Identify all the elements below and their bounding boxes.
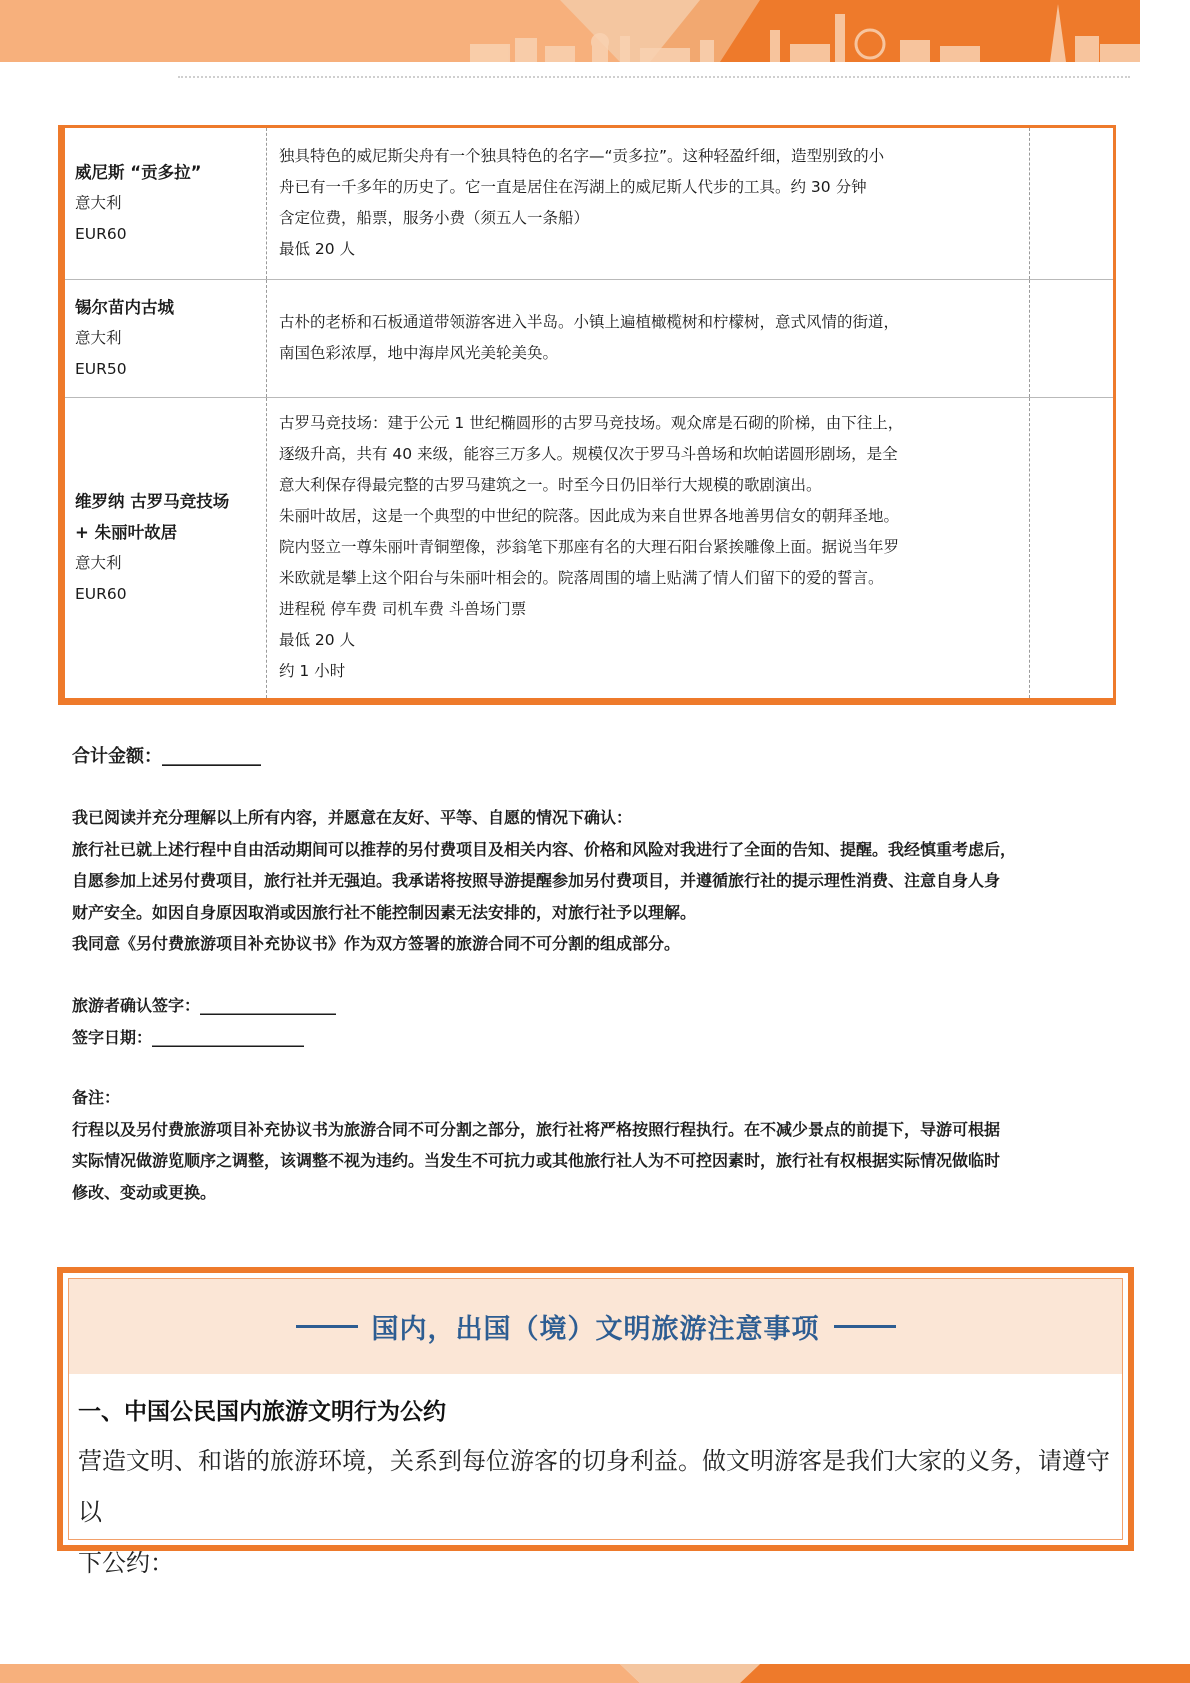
item-name-cell	[65, 397, 267, 698]
remarks-block	[72, 1082, 1122, 1208]
header-banner	[0, 0, 1190, 62]
notice-title: 国内，出国（境）文明旅游注意事项	[371, 1314, 820, 1345]
table-row	[65, 397, 1113, 698]
remark-line: 行程以及另付费旅游项目补充协议书为旅游合同不可分割之部分，旅行社将严格按照行程执行。在不减少景点的前提下，导游可根据	[72, 1119, 1001, 1139]
item-description-cell	[267, 279, 1030, 397]
item-price: EUR50	[75, 359, 127, 378]
item-name: 锡尔苗内古城	[75, 297, 174, 317]
item-extra-cell	[1030, 128, 1114, 279]
notice-section-title: 一、中国公民国内旅游文明行为公约	[78, 1399, 446, 1425]
item-country: 意大利	[75, 553, 122, 572]
item-description-cell	[267, 128, 1030, 279]
item-desc-line: 米欧就是攀上这个阳台与朱丽叶相会的。院落周围的墙上贴满了情人们留下的爱的誓言。	[279, 569, 884, 588]
notice-body-line: 营造文明、和谐的旅游环境，关系到每位游客的切身利益。做文明游客是我们大家的义务，请遵守以	[78, 1447, 1110, 1526]
confirm-line: 自愿参加上述另付费项目，旅行社并无强迫。我承诺将按照导游提醒参加另付费项目，并遵循旅行社的提示理性消费、注意自身人身	[72, 871, 1001, 890]
title-dash-left	[296, 1325, 358, 1328]
item-name: 维罗纳 古罗马竞技场	[75, 491, 230, 511]
item-price: EUR60	[75, 584, 127, 603]
confirmation-text	[72, 802, 1122, 960]
remarks-title: 备注：	[72, 1088, 121, 1107]
remark-line: 修改、变动或更换。	[72, 1182, 217, 1202]
item-desc-line: 朱丽叶故居，这是一个典型的中世纪的院落。因此成为来自世界各地善男信女的朝拜圣地。	[279, 507, 900, 526]
notice-inner	[68, 1278, 1123, 1577]
title-dash-right	[834, 1325, 896, 1328]
item-desc-line: 古罗马竞技场：建于公元 1 世纪椭圆形的古罗马竞技场。观众席是石砌的阶梯，由下往上，	[279, 414, 904, 433]
table-row	[65, 128, 1113, 279]
item-desc-line: 古朴的老桥和石板通道带领游客进入半岛。小镇上遍植橄榄树和柠檬树，意式风情的街道，	[279, 313, 900, 331]
notice-header	[69, 1279, 1122, 1374]
item-desc-line: 独具特色的威尼斯尖舟有一个独具特色的名字—“贡多拉”。这种轻盈纤细，造型别致的小	[279, 147, 885, 166]
item-name: 威尼斯 “贡多拉”	[75, 162, 202, 182]
item-desc-line: 院内竖立一尊朱丽叶青铜塑像，莎翁笔下那座有名的大理石阳台紧挨雕像上面。据说当年罗	[279, 538, 900, 557]
footer-banner	[0, 1664, 1190, 1683]
item-country: 意大利	[75, 193, 122, 212]
item-country: 意大利	[75, 328, 122, 347]
notice-body-line: 下公约：	[78, 1549, 174, 1577]
paid-items-table	[58, 125, 1116, 705]
traveler-signature-field[interactable]: 旅游者确认签字：_________________	[72, 996, 337, 1015]
confirm-line: 我同意《另付费旅游项目补充协议书》作为双方签署的旅游合同不可分割的组成部分。	[72, 934, 681, 953]
table-row	[65, 279, 1113, 397]
item-desc-line: 逐级升高，共有 40 来级，能容三万多人。规模仅次于罗马斗兽场和坎帕诺圆形剧场，是全	[279, 445, 898, 464]
item-desc-line: 舟已有一千多年的历史了。它一直是居住在泻湖上的威尼斯人代步的工具。约 30 分钟	[279, 178, 867, 197]
confirm-line: 我已阅读并充分理解以上所有内容，并愿意在友好、平等、自愿的情况下确认：	[72, 808, 633, 827]
civilized-travel-notice	[57, 1267, 1134, 1577]
item-desc-line: 进程税 停车费 司机车费 斗兽场门票	[279, 600, 527, 619]
confirm-line: 财产安全。如因自身原因取消或因旅行社不能控制因素无法安排的，对旅行社予以理解。	[72, 902, 697, 922]
item-desc-line: 约 1 小时	[279, 662, 346, 681]
item-desc-line: 最低 20 人	[279, 631, 356, 650]
notice-body	[78, 1436, 1118, 1589]
item-name-cell	[65, 279, 267, 397]
item-extra-cell	[1030, 397, 1114, 698]
signature-date-field[interactable]: 签字日期：___________________	[72, 1027, 305, 1047]
signature-block	[72, 990, 336, 1053]
item-desc-line: 南国色彩浓厚，地中海岸风光美轮美奂。	[279, 344, 559, 362]
item-name-continued: + 朱丽叶故居	[75, 522, 178, 542]
item-description-cell	[267, 397, 1030, 698]
confirm-line: 旅行社已就上述行程中自由活动期间可以推荐的另付费项目及相关内容、价格和风险对我进行了全面的告知、提醒。我经慎重考虑后，	[72, 839, 1017, 859]
item-desc-line: 含定位费，船票，服务小费（须五人一条船）	[279, 209, 590, 228]
remark-line: 实际情况做游览顺序之调整，该调整不视为违约。当发生不可抗力或其他旅行社人为不可控因素时，旅行社有权根据实际情况做临时	[72, 1151, 1001, 1170]
item-desc-line: 最低 20 人	[279, 240, 356, 259]
item-price: EUR60	[75, 224, 127, 243]
header-divider	[178, 76, 1130, 78]
item-desc-line: 意大利保存得最完整的古罗马建筑之一。时至今日仍旧举行大规模的歌剧演出。	[279, 476, 822, 495]
item-extra-cell	[1030, 279, 1114, 397]
total-amount-field[interactable]: 合计金额：___________	[72, 746, 261, 767]
item-name-cell	[65, 128, 267, 279]
